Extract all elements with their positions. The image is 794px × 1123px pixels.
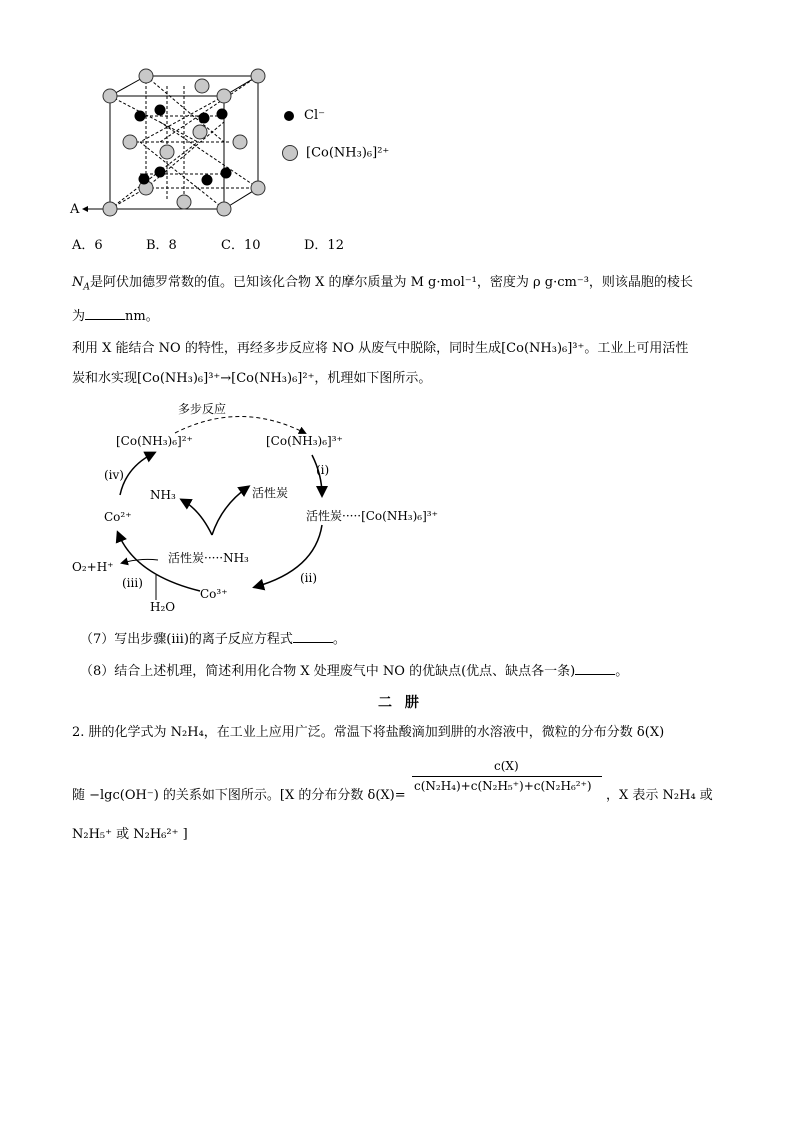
step-i-label: (i) bbox=[316, 463, 330, 477]
multi-step-label: 多步反应 bbox=[178, 402, 227, 416]
co-sphere bbox=[160, 145, 174, 159]
cl-sphere bbox=[135, 111, 146, 122]
step-iv-label: (iv) bbox=[104, 468, 124, 482]
cl-sphere bbox=[199, 113, 210, 124]
section-title: 二 肼 bbox=[378, 695, 423, 711]
h2o-label: H₂O bbox=[150, 600, 176, 614]
choice-a: A．6 bbox=[72, 238, 103, 253]
q6-line2: 为 nm。 bbox=[72, 309, 159, 324]
cl-sphere bbox=[217, 109, 228, 120]
grey-dot-icon bbox=[282, 145, 298, 161]
cl-sphere bbox=[139, 174, 150, 185]
nh3-label: NH₃ bbox=[150, 488, 176, 502]
answer-blank[interactable] bbox=[85, 307, 125, 320]
co-sphere bbox=[103, 202, 117, 216]
co-sphere bbox=[139, 69, 153, 83]
ac-nh3-label: 活性炭·····NH₃ bbox=[168, 551, 249, 565]
co-nh3-3plus: [Co(NH₃)₆]³⁺ bbox=[266, 434, 343, 448]
q6-line1: $N_A$是阿伏加德罗常数的值。已知该化合物 X 的摩尔质量为 M g·mol⁻¹，密度为 ρ g·cm⁻³，则该晶胞的棱长 bbox=[72, 275, 693, 293]
answer-blank[interactable] bbox=[293, 630, 333, 643]
co-sphere bbox=[195, 79, 209, 93]
fraction-denominator: c(N₂H₄)+c(N₂H₅⁺)+c(N₂H₆²⁺) bbox=[414, 779, 592, 793]
cl-sphere bbox=[155, 167, 166, 178]
q7: （7）写出步骤(iii)的离子反应方程式 。 bbox=[80, 632, 346, 647]
co-sphere bbox=[233, 135, 247, 149]
co-nh3-2plus: [Co(NH₃)₆]²⁺ bbox=[116, 434, 193, 448]
co-sphere bbox=[123, 135, 137, 149]
co-sphere bbox=[193, 125, 207, 139]
black-dot-icon bbox=[284, 111, 294, 121]
fraction-bar bbox=[412, 776, 602, 777]
q2-line3: N₂H₅⁺ 或 N₂H₆²⁺ ] bbox=[72, 827, 188, 842]
co2-label: Co²⁺ bbox=[104, 510, 132, 524]
cl-sphere bbox=[155, 105, 166, 116]
q2-line1: 2. 肼的化学式为 N₂H₄，在工业上应用广泛。常温下将盐酸滴加到肼的水溶液中，微粒的分布分数 δ(X) bbox=[72, 725, 665, 740]
fraction-numerator: c(X) bbox=[494, 759, 519, 773]
intro-line1: 利用 X 能结合 NO 的特性，再经多步反应将 NO 从废气中脱除，同时生成[Co(NH₃)₆]³⁺。工业上可用活性 bbox=[72, 341, 689, 356]
axis-label-a: A bbox=[70, 202, 80, 217]
q2-line2-pre: 随 −lgc(OH⁻) 的关系如下图所示。[X 的分布分数 δ(X)= bbox=[72, 788, 406, 803]
cl-sphere bbox=[202, 175, 213, 186]
legend-co: [Co(NH₃)₆]²⁺ bbox=[282, 145, 389, 161]
o2-h-label: O₂+H⁺ bbox=[72, 560, 114, 574]
co-sphere bbox=[217, 202, 231, 216]
ac-complex-label: 活性炭·····[Co(NH₃)₆]³⁺ bbox=[306, 509, 438, 523]
co-sphere bbox=[251, 181, 265, 195]
co-sphere bbox=[177, 195, 191, 209]
choice-d: D．12 bbox=[304, 238, 344, 253]
co3-label: Co³⁺ bbox=[200, 587, 228, 601]
answer-blank[interactable] bbox=[575, 662, 615, 675]
q8: （8）结合上述机理，简述利用化合物 X 处理废气中 NO 的优缺点(优点、缺点各一条) 。 bbox=[80, 664, 629, 679]
step-ii-label: (ii) bbox=[300, 571, 318, 585]
cl-sphere bbox=[221, 168, 232, 179]
crystal-cell-diagram bbox=[70, 62, 280, 222]
choice-c: C．10 bbox=[221, 238, 261, 253]
legend-cl: Cl⁻ bbox=[284, 108, 325, 123]
q2-line2-post: ，X 表示 N₂H₄ 或 bbox=[606, 788, 713, 803]
co-sphere bbox=[217, 89, 231, 103]
step-iii-label: (iii) bbox=[122, 576, 143, 590]
intro-line2: 炭和水实现[Co(NH₃)₆]³⁺→[Co(NH₃)₆]²⁺，机理如下图所示。 bbox=[72, 371, 432, 386]
choice-b: B．8 bbox=[146, 238, 177, 253]
co-sphere bbox=[251, 69, 265, 83]
co-sphere bbox=[103, 89, 117, 103]
activated-carbon-top: 活性炭 bbox=[252, 486, 289, 500]
